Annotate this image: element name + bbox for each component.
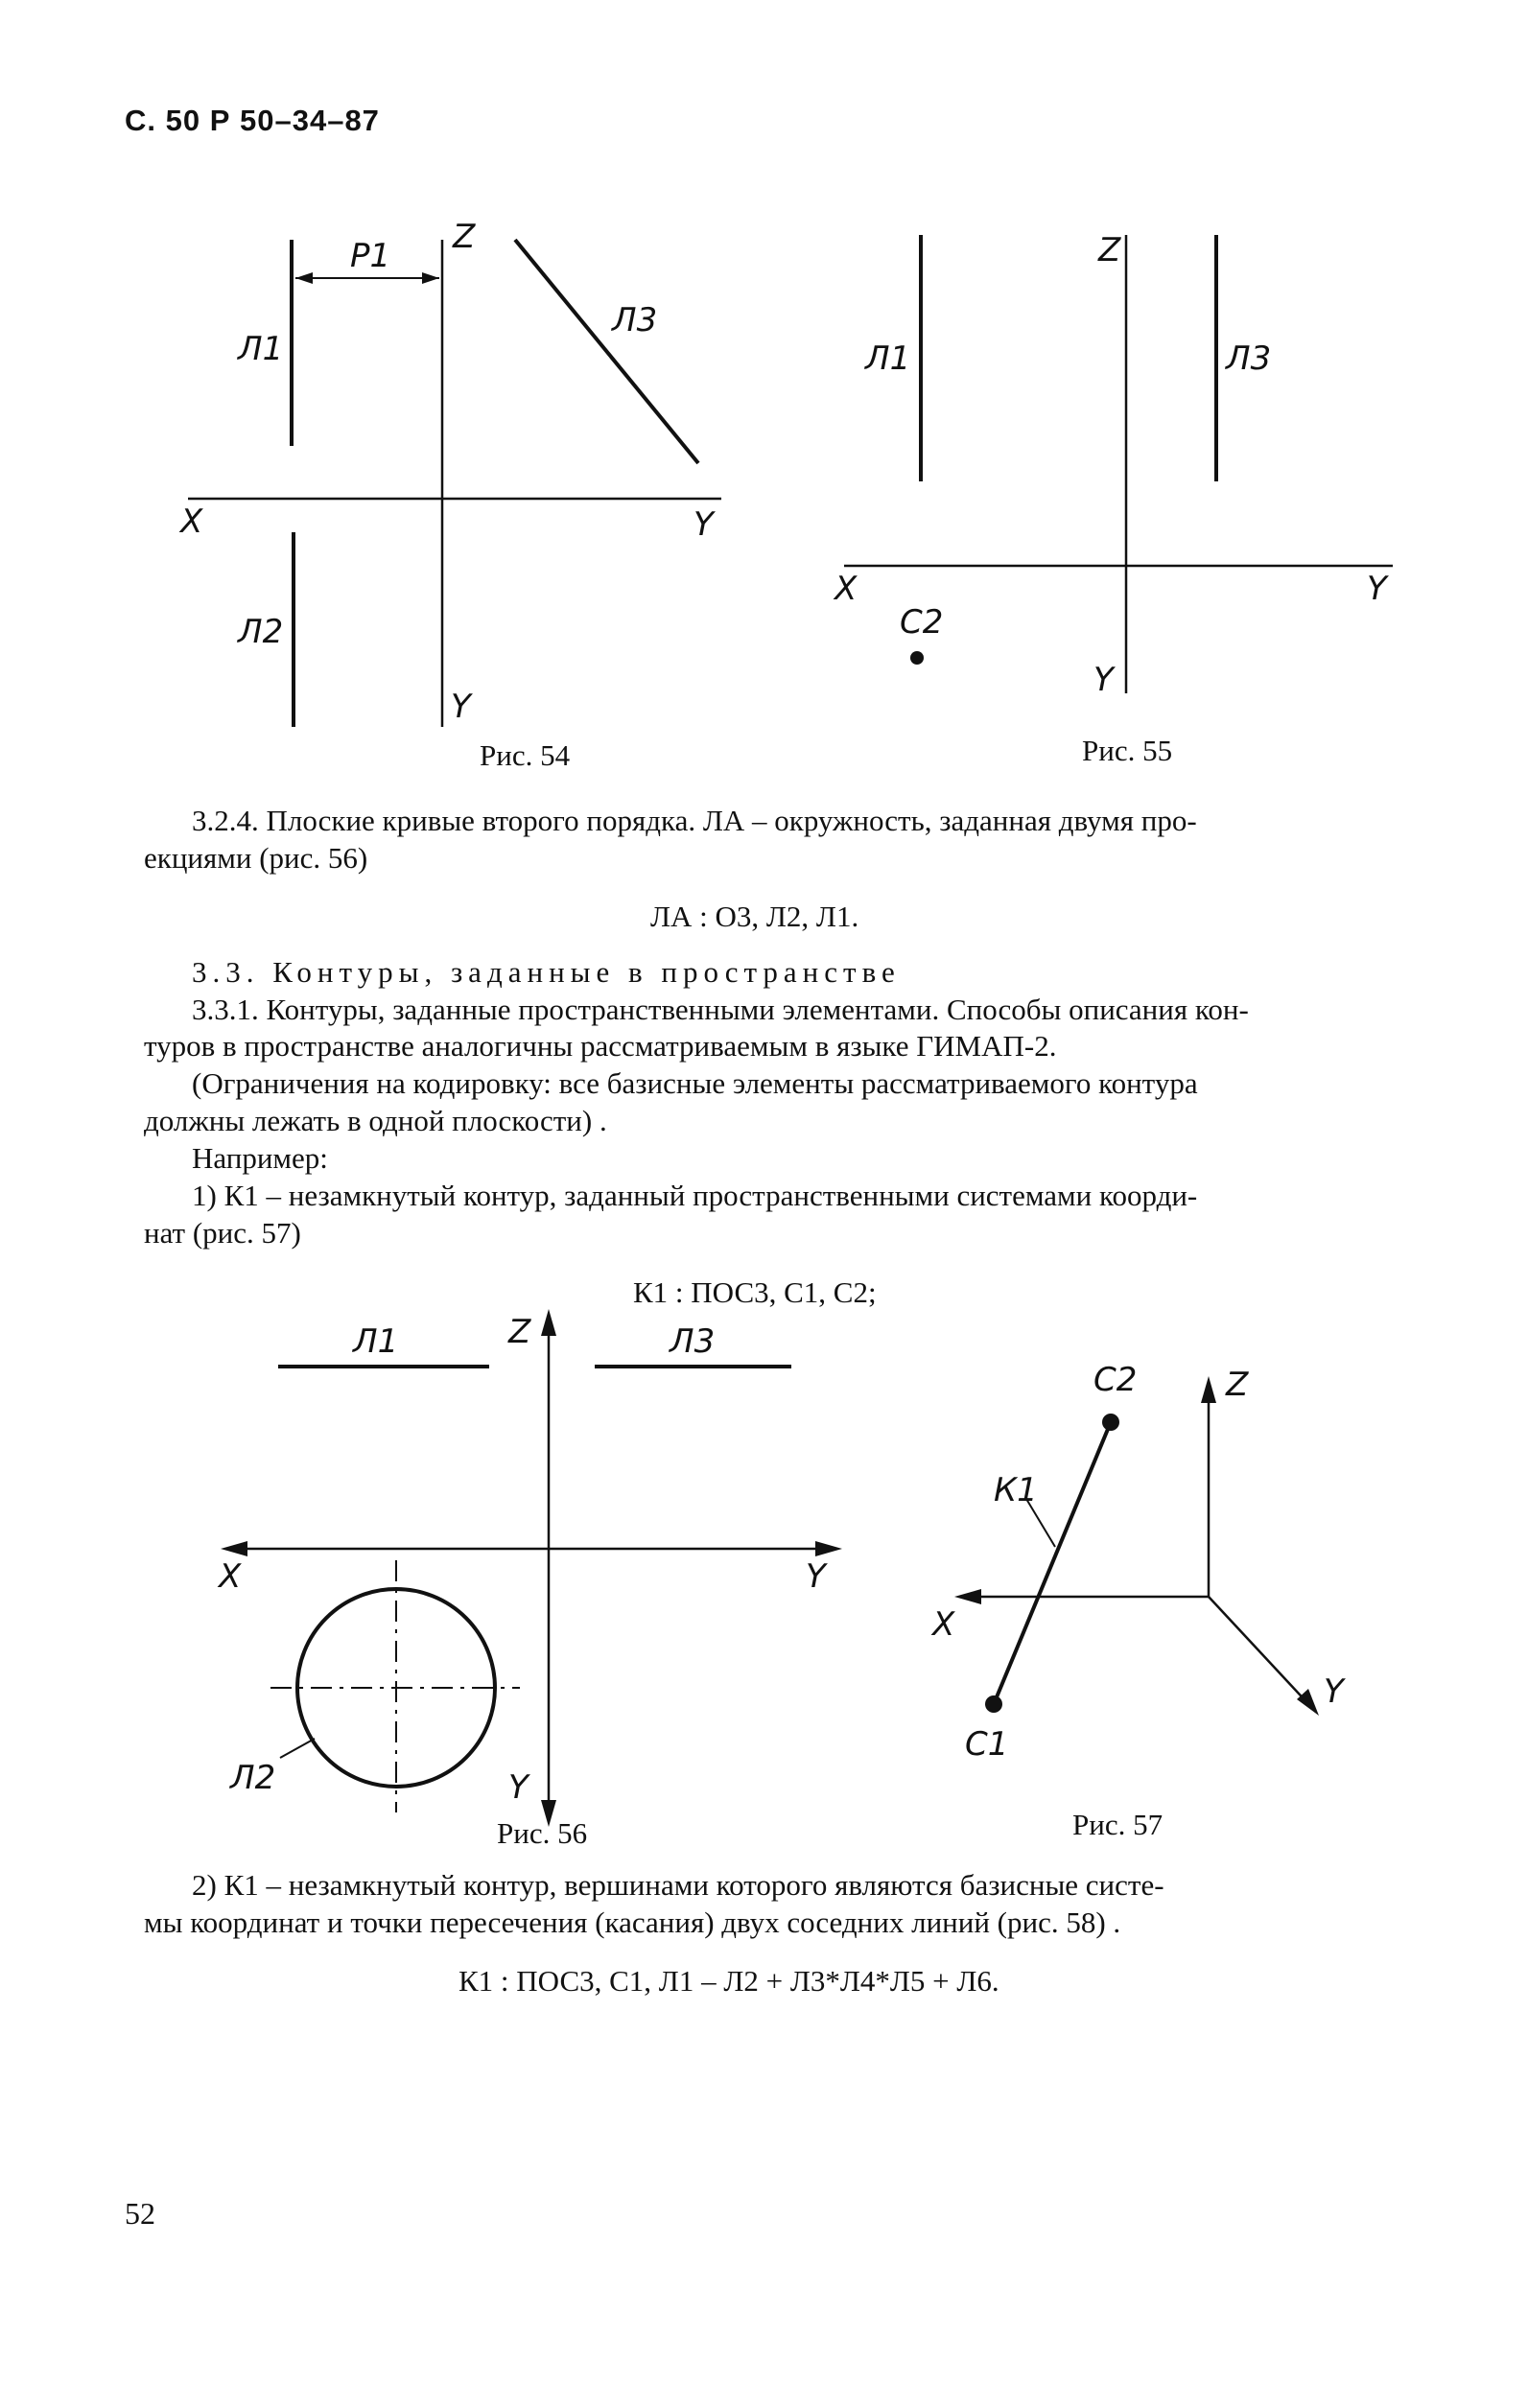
label-y: Y	[1324, 1672, 1344, 1711]
label-l1: Л1	[238, 330, 284, 368]
example-1-line-2: нат (рис. 57)	[144, 1216, 301, 1250]
example-label: Например:	[192, 1141, 328, 1175]
label-x: X	[835, 570, 858, 608]
para-restriction-line-2: должны лежать в одной плоскости) .	[144, 1104, 607, 1137]
caption-fig-57: Рис. 57	[1072, 1808, 1164, 1841]
formula-k1-second: К1 : ПОС3, С1, Л1 – Л2 + Л3*Л4*Л5 + Л6.	[458, 1964, 999, 1998]
example-2-line-2: мы координат и точки пересечения (касания) двух соседних линий (рис. 58) .	[144, 1905, 1121, 1939]
label-x: X	[180, 503, 203, 541]
label-x: X	[932, 1605, 955, 1644]
formula-k1-first: К1 : ПОС3, С1, С2;	[633, 1275, 877, 1309]
leader-l2	[280, 1739, 315, 1758]
caption-fig-55: Рис. 55	[1082, 734, 1173, 767]
label-x: X	[219, 1557, 242, 1596]
example-2-line-1: 2) К1 – незамкнутый контур, вершинами которого являются базисные систе-	[192, 1868, 1164, 1902]
arrow-y	[1297, 1689, 1319, 1716]
point-c1	[985, 1695, 1002, 1713]
arrow-z	[541, 1309, 556, 1336]
line-l3	[515, 240, 698, 463]
label-l2: Л2	[238, 613, 284, 651]
label-l3: Л3	[670, 1322, 716, 1361]
figure-54	[173, 218, 748, 738]
figure-56	[211, 1299, 863, 1836]
para-3-3-1-line-2: туров в пространстве аналогичны рассматриваемым в языке ГИМАП-2.	[144, 1029, 1057, 1063]
label-y-right: Y	[1367, 570, 1387, 608]
line-y-axis	[1209, 1597, 1311, 1707]
label-c2: С2	[900, 603, 944, 642]
figure-57	[921, 1361, 1381, 1788]
label-l3: Л3	[612, 301, 658, 339]
label-z: Z	[508, 1313, 531, 1351]
para-restriction-line-1: (Ограничения на кодировку: все базисные элементы рассматриваемого контура	[192, 1066, 1198, 1100]
para-3-2-4-line-1: 3.2.4. Плоские кривые второго порядка. ЛА – окружность, заданная двумя про-	[192, 804, 1197, 837]
example-1-line-1: 1) К1 – незамкнутый контур, заданный пространственными системами коорди-	[192, 1179, 1198, 1212]
label-y-bottom: Y	[1093, 661, 1114, 699]
page-header: С. 50 Р 50–34–87	[125, 104, 380, 137]
point-c2	[910, 651, 924, 665]
label-l2: Л2	[230, 1759, 276, 1797]
caption-fig-56: Рис. 56	[497, 1816, 588, 1850]
label-k1: К1	[994, 1471, 1038, 1509]
label-z: Z	[1226, 1366, 1249, 1404]
label-z: Z	[453, 218, 476, 256]
section-3-3-heading: 3.3. Контуры, заданные в пространстве	[192, 955, 901, 989]
para-3-2-4-line-2: екциями (рис. 56)	[144, 841, 368, 875]
para-3-3-1-line-1: 3.3.1. Контуры, заданные пространственными элементами. Способы описания кон-	[192, 993, 1249, 1026]
page-number: 52	[125, 2196, 155, 2231]
line-k1	[994, 1422, 1111, 1704]
formula-la: ЛА : О3, Л2, Л1.	[650, 900, 859, 933]
figure-55	[825, 221, 1420, 719]
label-y-bottom: Y	[508, 1768, 529, 1807]
label-p1: Р1	[350, 237, 391, 275]
label-l1: Л1	[353, 1322, 399, 1361]
label-z: Z	[1098, 231, 1121, 269]
label-y-bottom: Y	[451, 688, 471, 726]
caption-fig-54: Рис. 54	[480, 738, 571, 772]
label-c2: С2	[1093, 1361, 1138, 1399]
arrow-y-right	[815, 1541, 842, 1556]
label-c1: С1	[965, 1725, 1009, 1764]
label-y-right: Y	[693, 505, 714, 544]
label-l1: Л1	[865, 339, 911, 378]
arrow-x	[954, 1589, 981, 1604]
arrow-z	[1201, 1376, 1216, 1403]
point-c2	[1102, 1414, 1119, 1431]
label-l3: Л3	[1226, 339, 1272, 378]
label-y-right: Y	[806, 1557, 826, 1596]
arrow-x	[221, 1541, 247, 1556]
